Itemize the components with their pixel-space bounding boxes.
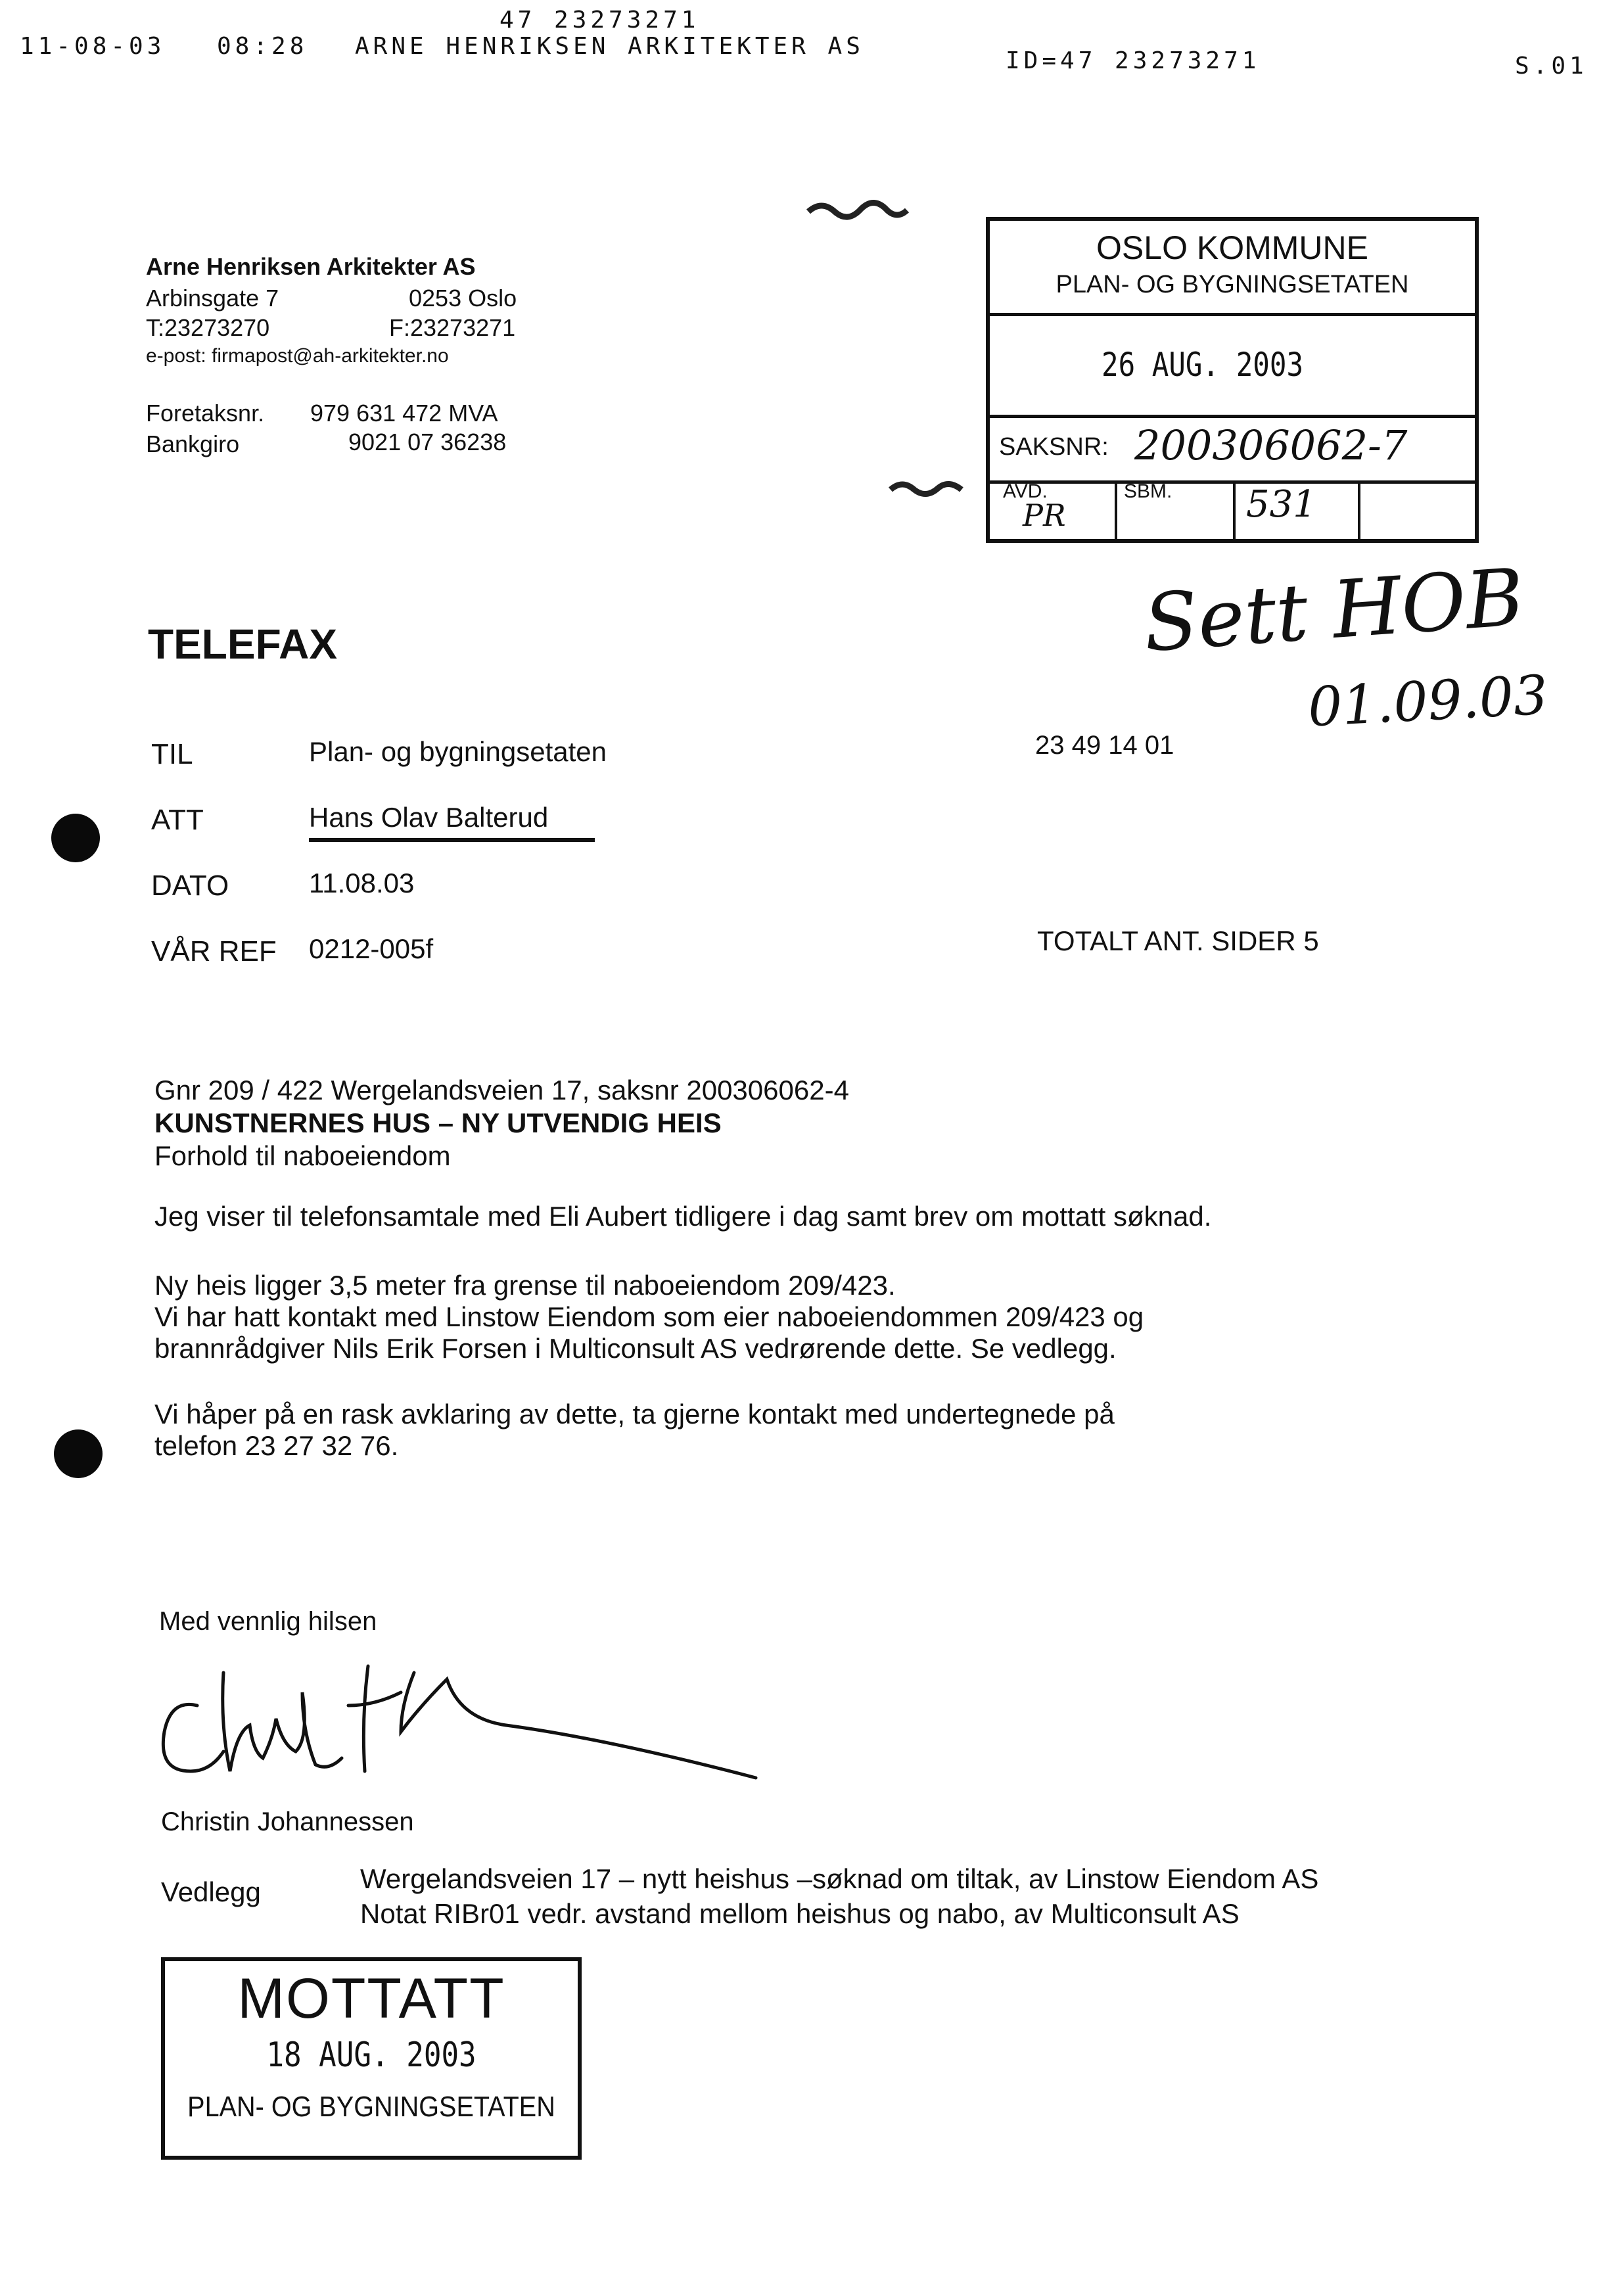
stamp-received-title: MOTTATT [237, 1967, 505, 2030]
fax-top-number: 47 23273271 [499, 7, 700, 34]
fax-date: 11-08-03 [20, 33, 166, 60]
avd-value: PR [1023, 498, 1066, 533]
body-paragraph: brannrådgiver Nils Erik Forsen i Multiconsult AS vedrørende dette. Se vedlegg. [154, 1333, 1117, 1364]
att-label: ATT [151, 804, 204, 836]
org-value: 979 631 472 MVA [310, 400, 498, 427]
sbm-label: SBM. [1124, 480, 1172, 502]
punch-hole [54, 1429, 103, 1478]
fax-time: 08:28 [217, 33, 308, 60]
punch-hole [51, 814, 100, 862]
saksnr-label: SAKSNR: [999, 433, 1109, 461]
company-name: Arne Henriksen Arkitekter AS [146, 253, 476, 280]
fax-sender: ARNE HENRIKSEN ARKITEKTER AS [355, 33, 864, 60]
street: Arbinsgate 7 [146, 285, 279, 312]
postcode: 0253 Oslo [409, 285, 517, 312]
stamp-received-date: 18 AUG. 2003 [266, 2035, 476, 2075]
handwritten-seen: Sett HOB [1140, 551, 1527, 670]
signer-name: Christin Johannessen [161, 1807, 414, 1836]
vedlegg-label: Vedlegg [161, 1876, 261, 1907]
til-label: TIL [151, 738, 193, 770]
email: e-post: firmapost@ah-arkitekter.no [146, 345, 449, 367]
til-value: Plan- og bygningsetaten [309, 736, 607, 767]
til-number: 23 49 14 01 [1035, 731, 1174, 760]
subject-heading: KUNSTNERNES HUS – NY UTVENDIG HEIS [154, 1107, 722, 1138]
bank-label: Bankgiro [146, 430, 240, 457]
stamp-saksnr-row [990, 415, 1475, 484]
signature [151, 1653, 822, 1798]
greeting: Med vennlig hilsen [159, 1607, 377, 1636]
vedlegg-item: Wergelandsveien 17 – nytt heishus –søknad om tiltak, av Linstow Eiendom AS [360, 1863, 1319, 1894]
saksnr-value: 200306062-7 [1134, 421, 1408, 469]
att-underline [309, 838, 595, 842]
body-paragraph: Vi har hatt kontakt med Linstow Eiendom som eier naboeiendommen 209/423 og [154, 1301, 1144, 1332]
subject-sub: Forhold til naboeiendom [154, 1140, 451, 1171]
smudge-mark [887, 473, 966, 506]
arkiv-value: 531 [1246, 483, 1316, 526]
handwritten-date: 01.09.03 [1306, 664, 1550, 739]
bank-value: 9021 07 36238 [348, 429, 507, 455]
stamp-date: 26 AUG. 2003 [1102, 346, 1304, 384]
stamp-received-dept: PLAN- OG BYGNINGSETATEN [187, 2091, 555, 2123]
org-label: Foretaksnr. [146, 400, 265, 427]
body-paragraph: Ny heis ligger 3,5 meter fra grense til naboeiendom 209/423. [154, 1270, 896, 1301]
received-stamp-top [986, 217, 1479, 543]
body-paragraph: Jeg viser til telefonsamtale med Eli Aubert tidligere i dag samt brev om mottatt søknad. [154, 1201, 1212, 1232]
fax-page: S.01 [1515, 53, 1588, 80]
dato-value: 11.08.03 [309, 868, 415, 898]
received-stamp-bottom [161, 1957, 582, 2160]
stamp-header [990, 221, 1475, 316]
body-paragraph: telefon 23 27 32 76. [154, 1430, 399, 1461]
stamp-date-row [990, 313, 1475, 418]
avd-label: AVD. [1003, 480, 1048, 502]
ref-label: VÅR REF [151, 935, 277, 967]
phone: T:23273270 [146, 314, 270, 341]
dato-label: DATO [151, 870, 229, 902]
stamp-fields-row [996, 480, 1475, 539]
subject-line: Gnr 209 / 422 Wergelandsveien 17, saksnr 200306062-4 [154, 1075, 849, 1105]
vedlegg-item: Notat RIBr01 vedr. avstand mellom heishus og nabo, av Multiconsult AS [360, 1898, 1240, 1929]
stamp-org: OSLO KOMMUNE [1096, 229, 1368, 266]
document-title: TELEFAX [148, 620, 338, 668]
smudge-mark [805, 191, 910, 230]
fax-number: F:23273271 [389, 314, 516, 341]
stamp-dept: PLAN- OG BYGNINGSETATEN [1056, 271, 1409, 298]
body-paragraph: Vi håper på en rask avklaring av dette, ta gjerne kontakt med undertegnede på [154, 1399, 1115, 1429]
total-pages: TOTALT ANT. SIDER 5 [1037, 925, 1319, 956]
att-value: Hans Olav Balterud [309, 802, 549, 833]
ref-value: 0212-005f [309, 933, 434, 964]
fax-id: ID=47 23273271 [1006, 47, 1261, 74]
